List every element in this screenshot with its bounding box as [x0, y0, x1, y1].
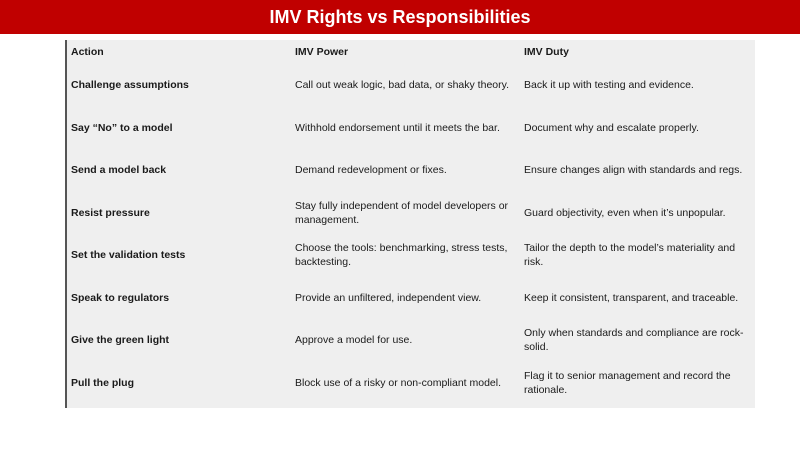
table-row	[67, 149, 755, 192]
row-duty: Tailor the depth to the model’s materiality and risk.	[524, 242, 736, 269]
row-action: Give the green light	[71, 334, 170, 347]
row-duty: Guard objectivity, even when it’s unpopular.	[524, 206, 726, 219]
table-header-row	[67, 40, 755, 64]
table-row	[67, 362, 755, 405]
row-action: Set the validation tests	[71, 249, 186, 262]
row-power: Approve a model for use.	[295, 334, 413, 347]
row-power: Demand redevelopment or fixes.	[295, 164, 447, 177]
row-action: Challenge assumptions	[71, 79, 189, 92]
row-action: Resist pressure	[71, 206, 150, 219]
row-power: Choose the tools: benchmarking, stress tests, backtesting.	[295, 242, 508, 269]
table-row	[67, 234, 755, 277]
title-bar	[0, 0, 800, 34]
row-duty: Document why and escalate properly.	[524, 121, 699, 134]
table-row	[67, 107, 755, 150]
row-action: Send a model back	[71, 164, 167, 177]
row-duty: Ensure changes align with standards and regs.	[524, 164, 743, 177]
row-action: Pull the plug	[71, 376, 134, 389]
header-imv-duty: IMV Duty	[524, 46, 569, 58]
page-title: IMV Rights vs Responsibilities	[269, 6, 531, 27]
row-duty: Back it up with testing and evidence.	[524, 79, 694, 92]
table-row	[67, 64, 755, 107]
row-power: Provide an unfiltered, independent view.	[295, 291, 482, 304]
table-row	[67, 192, 755, 235]
rights-table-panel	[65, 40, 755, 408]
header-imv-power: IMV Power	[295, 46, 349, 58]
table-row	[67, 319, 755, 362]
row-duty: Only when standards and compliance are rock-solid.	[524, 327, 744, 354]
row-duty: Flag it to senior management and record the rationale.	[524, 369, 731, 396]
row-duty: Keep it consistent, transparent, and traceable.	[524, 291, 739, 304]
rights-table	[67, 40, 755, 404]
table-row	[67, 277, 755, 320]
row-power: Call out weak logic, bad data, or shaky theory.	[295, 79, 510, 92]
row-power: Stay fully independent of model developers or management.	[295, 199, 509, 226]
header-action: Action	[71, 46, 104, 58]
row-action: Speak to regulators	[71, 291, 170, 304]
row-power: Withhold endorsement until it meets the bar.	[295, 121, 500, 134]
row-action: Say “No” to a model	[71, 121, 173, 134]
row-power: Block use of a risky or non-compliant model.	[295, 376, 502, 389]
